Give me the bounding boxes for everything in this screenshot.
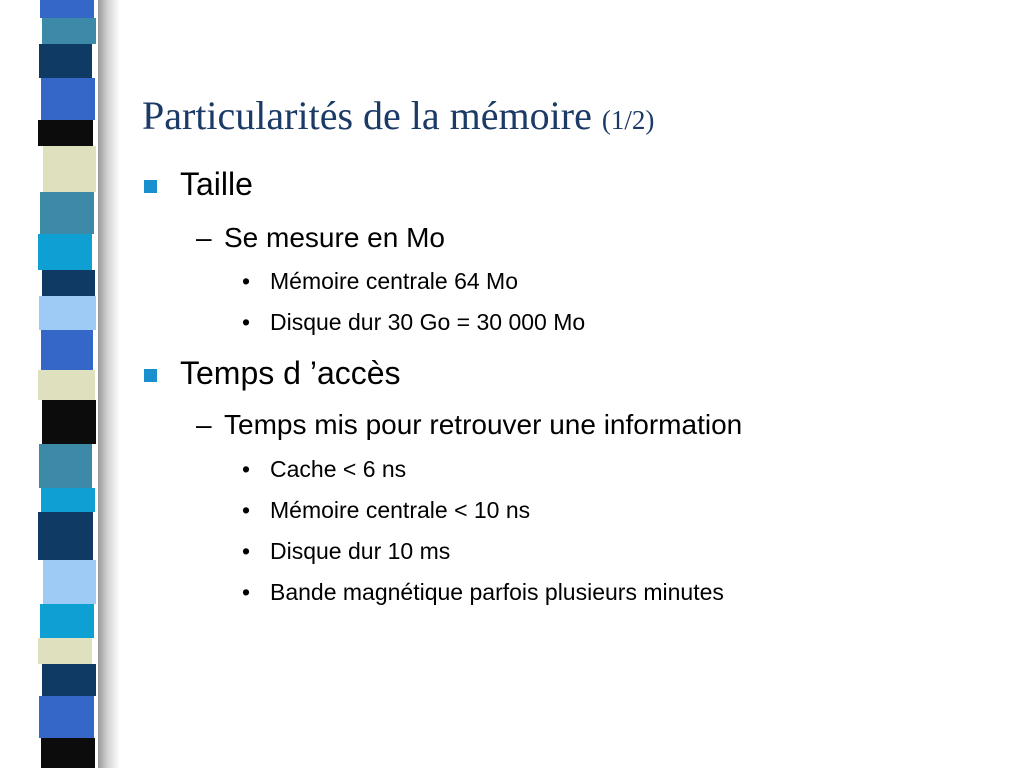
stripe xyxy=(41,78,95,120)
slide-title-suffix: (1/2) xyxy=(601,105,655,135)
bullet-level3 xyxy=(242,497,530,524)
bullet-level2-text: Temps mis pour retrouver une information xyxy=(224,409,743,440)
dot-icon: • xyxy=(242,268,251,294)
bullet-level2-text: Se mesure en Mo xyxy=(224,222,445,253)
stripe xyxy=(39,696,94,738)
bullet-level3 xyxy=(242,268,518,295)
stripe xyxy=(42,18,96,44)
stripe xyxy=(43,146,96,192)
bullet-level3 xyxy=(242,538,450,565)
bullet-level3-text: Disque dur 30 Go = 30 000 Mo xyxy=(270,309,586,335)
dot-icon: • xyxy=(242,497,251,523)
dot-icon: • xyxy=(242,456,251,482)
square-bullet-icon xyxy=(144,369,157,382)
dash-icon: – xyxy=(196,222,212,253)
bullet-level3-text: Mémoire centrale 64 Mo xyxy=(270,268,518,294)
stripe xyxy=(39,44,92,78)
stripe xyxy=(38,638,92,664)
dot-icon: • xyxy=(242,538,251,564)
stripe xyxy=(38,512,93,560)
bullet-level3-text: Mémoire centrale < 10 ns xyxy=(270,497,531,523)
stripe xyxy=(40,604,94,638)
bullet-level1: Temps d ’accès xyxy=(180,355,401,391)
dot-icon: • xyxy=(242,309,251,335)
stripe xyxy=(38,370,95,400)
square-bullet-icon xyxy=(144,180,157,193)
bullet-level2 xyxy=(196,222,445,254)
stripe xyxy=(41,488,95,512)
slide-title-text: Particularités de la mémoire xyxy=(142,93,592,138)
stripe xyxy=(41,738,95,768)
stripe xyxy=(42,400,96,444)
bullet-level2 xyxy=(196,409,742,441)
stripe-shadow xyxy=(98,0,120,768)
stripe xyxy=(39,296,96,330)
dash-icon: – xyxy=(196,409,212,440)
slide-title xyxy=(142,92,654,139)
stripe xyxy=(38,120,93,146)
stripe xyxy=(42,664,96,696)
bullet-level3-text: Bande magnétique parfois plusieurs minutes xyxy=(270,579,724,605)
stripe xyxy=(42,270,95,296)
bullet-level3 xyxy=(242,579,724,606)
bullet-level3-text: Disque dur 10 ms xyxy=(270,538,451,564)
stripe xyxy=(43,560,96,604)
decorative-stripe-bar xyxy=(36,0,98,768)
dot-icon: • xyxy=(242,579,251,605)
stripe xyxy=(39,444,92,488)
stripe xyxy=(40,0,94,18)
bullet-level1: Taille xyxy=(180,166,253,202)
bullet-level3-text: Cache < 6 ns xyxy=(270,456,407,482)
stripe xyxy=(41,330,93,370)
bullet-level3 xyxy=(242,456,406,483)
stripe xyxy=(38,234,92,270)
stripe xyxy=(40,192,94,234)
bullet-level3 xyxy=(242,309,585,336)
